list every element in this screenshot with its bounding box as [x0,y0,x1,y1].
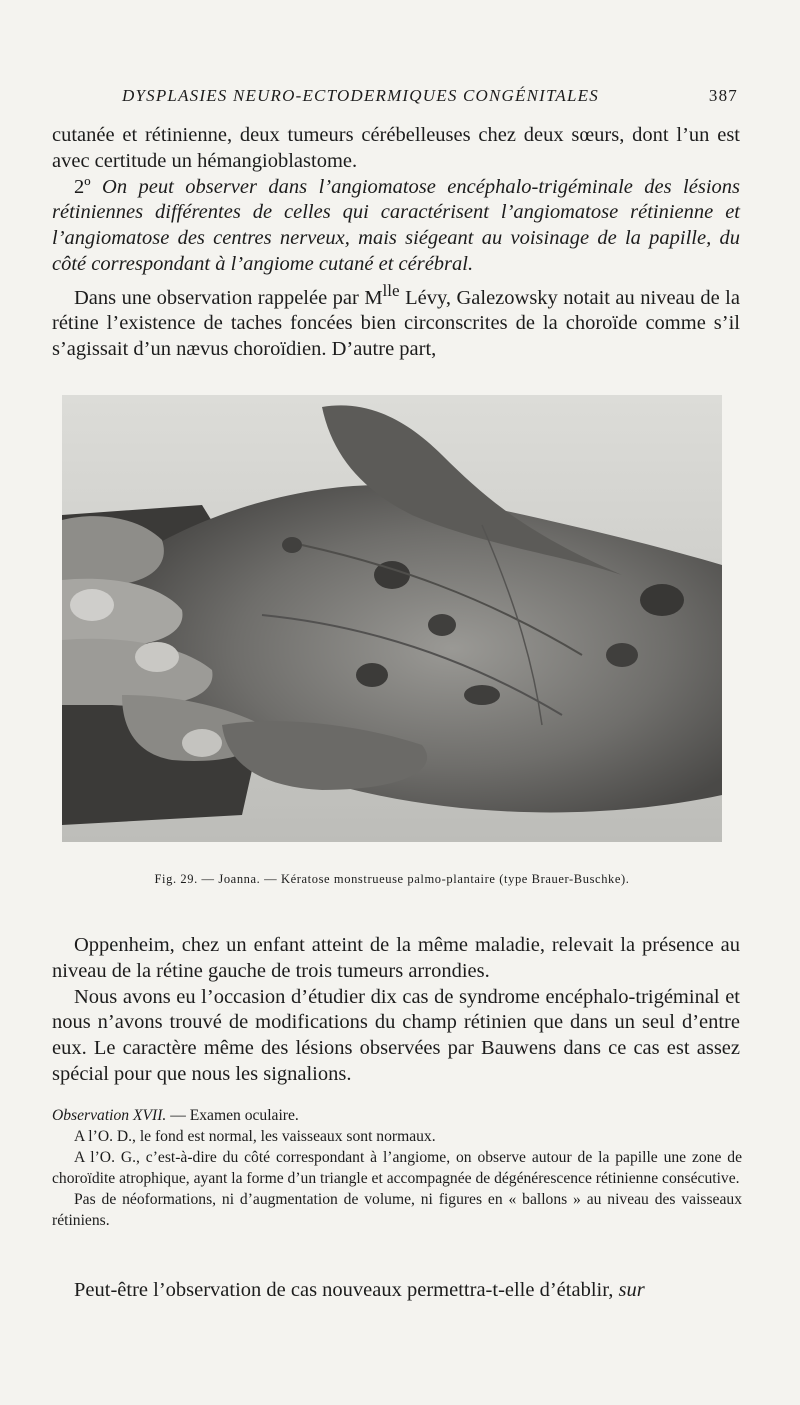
paragraph-nous-avons: Nous avons eu l’occasion d’étudier dix cas de syndrome encéphalo-trigéminal et nous n’avons trouvé de modifications du champ rétinien que dans un seul d’entre eux. Le caractère même des lésions observées par Bauwens dans ce cas est assez spécial pour que nous les signalions. [52,985,740,1085]
running-header [60,86,740,110]
paragraph-point-2 [52,175,740,278]
point-2-text: On peut observer dans l’angiomatose encéphalo-trigéminale des lésions rétiniennes différentes de celles qui caractérisent l’angiomatose rétinienne et l’angiomatose des centres nerveux, mais siégeant au voisinage de la papille, du côté correspondant à l’angiome cutané et cérébral. [52,175,740,275]
paragraph-galezowsky [52,278,740,363]
observation-heading [52,1105,742,1126]
final-word: sur [618,1279,645,1301]
point-number: 2º [74,175,103,198]
paragraph-peut-etre [52,1278,740,1304]
body-text-bottom [52,933,740,1088]
figure-caption: Fig. 29. — Joanna. — Kératose monstrueuse palmo-plantaire (type Brauer-Buschke). [154,872,630,886]
paragraph-continuation: cutanée et rétinienne, deux tumeurs cérébelleuses chez deux sœurs, dont l’un est avec certitude un hémangioblastome. [52,124,740,172]
observation-line-vaisseaux: Pas de néoformations, ni d’augmentation de volume, ni figures en « ballons » au niveau des vaisseaux rétiniens. [52,1191,742,1229]
page-number: 387 [708,86,738,105]
paragraph-text-before: Dans une observation rappelée par M [74,286,383,309]
hand-photograph [62,395,722,842]
observation-line-od: A l’O. D., le fond est normal, les vaisseaux sont normaux. [74,1128,436,1145]
paragraph-oppenheim: Oppenheim, chez un enfant atteint de la même maladie, relevait la présence au niveau de la rétine gauche de trois tumeurs arrondies. [52,934,740,982]
running-title: DYSPLASIES NEURO-ECTODERMIQUES CONGÉNITALES [122,86,599,105]
observation-title: Observation XVII. [52,1107,167,1124]
observation-line-og: A l’O. G., c’est-à-dire du côté correspondant à l’angiome, on observe autour de la papille une zone de choroïdite atrophique, ayant la forme d’un triangle et accompagnée de dégénérescence rétinienne consécutive. [52,1149,742,1187]
body-text-top [52,123,740,363]
paragraph-text-after: Lévy, Galezowsky notait au niveau de la rétine l’existence de taches foncées bien circonscrites de la choroïde comme s’il s’agissait d’un nævus choroïdien. D’autre part, [52,286,740,361]
superscript-lle: lle [382,280,400,300]
figure-photograph [62,395,722,842]
observation-title-rest: — Examen oculaire. [166,1107,299,1124]
observation-block [52,1105,742,1231]
final-text: Peut-être l’observation de cas nouveaux permettra-t-elle d’établir, [74,1279,614,1301]
body-text-final [52,1278,740,1304]
